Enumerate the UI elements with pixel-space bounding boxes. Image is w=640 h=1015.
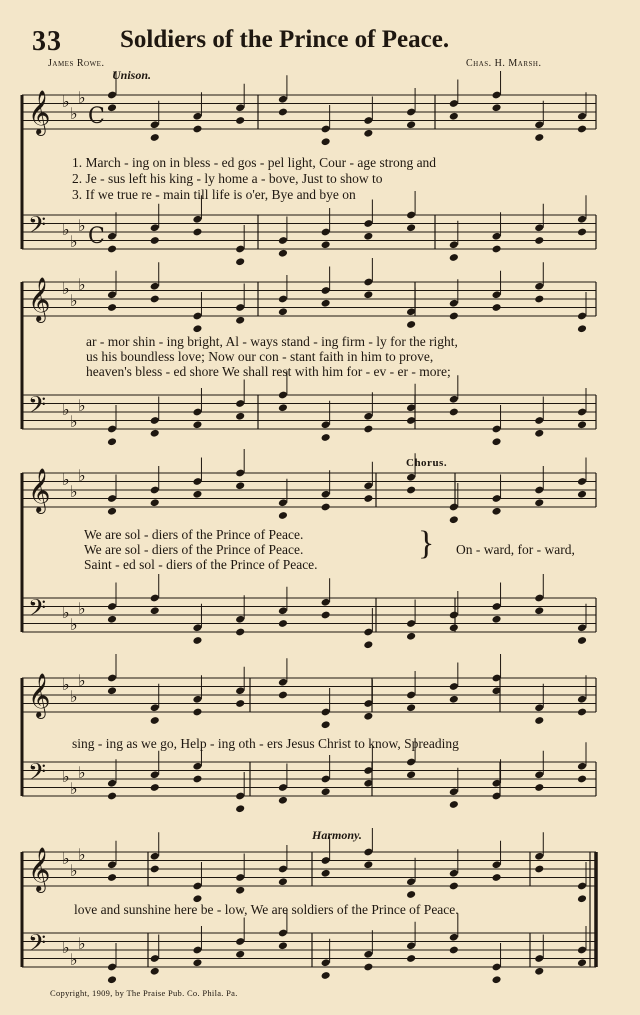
note-head	[321, 720, 331, 729]
note-head	[449, 800, 459, 809]
verse3-line1: 3. If we true re - main till life is o'er, Bye and bye on	[72, 187, 356, 202]
verse-bracket: }	[418, 525, 435, 562]
note-head	[363, 640, 373, 649]
chorus-line5: love and sunshine here be - low, We are soldiers of the Prince of Peace.	[74, 902, 459, 917]
flat-icon: ♭	[78, 275, 86, 294]
note-head	[577, 708, 587, 717]
note-head	[107, 615, 117, 624]
flat-icon: ♭	[70, 291, 78, 310]
treble-clef-icon: 𝄞	[28, 90, 51, 134]
note-head	[278, 796, 288, 805]
unison-marking: Unison.	[112, 68, 152, 82]
note-head	[192, 125, 202, 134]
flat-icon: ♭	[70, 104, 78, 123]
note-head	[235, 699, 245, 708]
treble-clef-icon: 𝄞	[28, 277, 51, 321]
note-head	[449, 882, 459, 891]
flat-icon: ♭	[62, 767, 70, 786]
flat-icon: ♭	[78, 671, 86, 690]
chorus-refrain: On - ward, for - ward,	[456, 542, 575, 557]
flat-icon: ♭	[70, 412, 78, 431]
note-head	[150, 783, 160, 792]
flat-icon: ♭	[70, 861, 78, 880]
note-head	[492, 303, 502, 312]
note-head	[577, 228, 587, 237]
note-head	[492, 245, 502, 254]
flat-icon: ♭	[78, 845, 86, 864]
note-head	[235, 116, 245, 125]
note-head	[192, 490, 202, 499]
flat-icon: ♭	[78, 88, 86, 107]
verse2-line3: We are sol - diers of the Prince of Peace.	[84, 542, 304, 557]
common-time-icon: C	[88, 104, 105, 129]
note-head	[278, 941, 288, 950]
note-head	[449, 312, 459, 321]
note-head	[406, 120, 416, 129]
note-head	[363, 425, 373, 434]
flat-icon: ♭	[78, 599, 86, 618]
flat-icon: ♭	[78, 466, 86, 485]
flat-icon: ♭	[70, 232, 78, 251]
bass-clef-icon: 𝄢	[28, 929, 47, 962]
note-head	[449, 253, 459, 262]
note-head	[534, 967, 544, 976]
flat-icon: ♭	[70, 779, 78, 798]
note-head	[577, 958, 587, 967]
note-head	[406, 223, 416, 232]
chorus-marking: Chorus.	[406, 457, 448, 469]
note-head	[406, 890, 416, 899]
note-head	[321, 787, 331, 796]
note-head	[534, 429, 544, 438]
note-head	[492, 975, 502, 984]
note-head	[235, 481, 245, 490]
note-head	[150, 865, 160, 874]
note-head	[235, 950, 245, 959]
hymn-number: 33	[32, 26, 62, 57]
bass-clef-icon: 𝄢	[28, 594, 47, 627]
note-head	[577, 420, 587, 429]
note-head	[363, 129, 373, 138]
note-head	[321, 240, 331, 249]
verse1-line1: 1. March - ing on in bless - ed gos - pel light, Cour - age strong and	[72, 155, 437, 170]
flat-icon: ♭	[62, 675, 70, 694]
note-head	[278, 877, 288, 886]
flat-icon: ♭	[70, 687, 78, 706]
note-head	[107, 507, 117, 516]
note-head	[235, 316, 245, 325]
note-head	[577, 775, 587, 784]
note-head	[406, 954, 416, 963]
note-head	[107, 437, 117, 446]
flat-icon: ♭	[78, 934, 86, 953]
verse3-line3: Saint - ed sol - diers of the Prince of Peace.	[84, 557, 318, 572]
flat-icon: ♭	[62, 470, 70, 489]
note-head	[150, 236, 160, 245]
note-head	[406, 770, 416, 779]
note-head	[107, 303, 117, 312]
note-head	[278, 249, 288, 258]
note-head	[150, 295, 160, 304]
note-head	[577, 324, 587, 333]
note-head	[235, 804, 245, 813]
note-head	[577, 894, 587, 903]
note-head	[192, 775, 202, 784]
note-head	[363, 494, 373, 503]
copyright-notice: Copyright, 1909, by The Praise Pub. Co. Phila. Pa.	[50, 988, 238, 998]
note-head	[321, 971, 331, 980]
note-head	[278, 511, 288, 520]
flat-icon: ♭	[70, 482, 78, 501]
note-head	[449, 946, 459, 955]
note-head	[363, 232, 373, 241]
note-head	[192, 958, 202, 967]
note-head	[363, 712, 373, 721]
verse1-line2: ar - mor shin - ing bright, Al - ways stand - ing firm - ly for the right,	[86, 334, 458, 349]
note-head	[321, 137, 331, 146]
note-head	[321, 503, 331, 512]
flat-icon: ♭	[70, 615, 78, 634]
note-head	[492, 873, 502, 882]
note-head	[449, 112, 459, 121]
note-head	[577, 125, 587, 134]
treble-clef-icon: 𝄞	[28, 673, 51, 717]
bass-clef-icon: 𝄢	[28, 211, 47, 244]
note-head	[449, 623, 459, 632]
note-head	[534, 783, 544, 792]
harmony-marking: Harmony.	[312, 828, 362, 842]
hymn-title: Soldiers of the Prince of Peace.	[120, 26, 450, 53]
note-head	[363, 963, 373, 972]
note-head	[235, 257, 245, 266]
note-head	[534, 498, 544, 507]
note-head	[107, 975, 117, 984]
note-head	[492, 507, 502, 516]
note-head	[278, 403, 288, 412]
note-head	[150, 429, 160, 438]
note-head	[107, 103, 117, 112]
note-head	[492, 437, 502, 446]
treble-clef-icon: 𝄞	[28, 468, 51, 512]
flat-icon: ♭	[78, 396, 86, 415]
flat-icon: ♭	[70, 950, 78, 969]
note-head	[107, 245, 117, 254]
note-head	[235, 886, 245, 895]
flat-icon: ♭	[62, 603, 70, 622]
note-head	[192, 324, 202, 333]
note-head	[235, 412, 245, 421]
note-head	[150, 716, 160, 725]
flat-icon: ♭	[62, 279, 70, 298]
note-head	[492, 103, 502, 112]
note-head	[150, 133, 160, 142]
note-head	[192, 228, 202, 237]
note-head	[107, 686, 117, 695]
note-head	[534, 606, 544, 615]
common-time-icon: C	[88, 224, 105, 249]
note-head	[321, 869, 331, 878]
flat-icon: ♭	[62, 220, 70, 239]
note-head	[449, 695, 459, 704]
note-head	[534, 716, 544, 725]
note-head	[449, 408, 459, 417]
note-head	[577, 636, 587, 645]
note-head	[492, 615, 502, 624]
note-head	[278, 619, 288, 628]
flat-icon: ♭	[78, 216, 86, 235]
note-head	[534, 236, 544, 245]
note-head	[150, 967, 160, 976]
note-head	[321, 433, 331, 442]
note-head	[192, 420, 202, 429]
note-head	[278, 108, 288, 117]
note-head	[321, 299, 331, 308]
note-head	[449, 515, 459, 524]
note-head	[107, 792, 117, 801]
note-head	[278, 307, 288, 316]
note-head	[534, 295, 544, 304]
verse1-line3: We are sol - diers of the Prince of Peace.	[84, 527, 304, 542]
note-head	[192, 708, 202, 717]
flat-icon: ♭	[62, 400, 70, 419]
note-head	[363, 290, 373, 299]
verse3-line2: heaven's bless - ed shore We shall rest with him for - ev - er - more;	[86, 364, 451, 379]
note-head	[534, 133, 544, 142]
chorus-line4: sing - ing as we go, Help - ing oth - ers Jesus Christ to know, Spreading	[72, 736, 459, 751]
note-head	[406, 486, 416, 495]
verse2-line1: 2. Je - sus left his king - ly home a - bove, Just to show to	[72, 171, 383, 186]
note-head	[406, 632, 416, 641]
note-head	[363, 860, 373, 869]
note-head	[577, 490, 587, 499]
flat-icon: ♭	[62, 849, 70, 868]
note-head	[150, 606, 160, 615]
verse2-line2: us his boundless love; Now our con - stant faith in him to prove,	[86, 349, 434, 364]
note-head	[235, 628, 245, 637]
note-head	[406, 320, 416, 329]
lyricist-credit: James Rowe.	[48, 58, 105, 69]
note-head	[534, 865, 544, 874]
bass-clef-icon: 𝄢	[28, 391, 47, 424]
note-head	[321, 611, 331, 620]
note-head	[150, 498, 160, 507]
flat-icon: ♭	[62, 92, 70, 111]
note-head	[192, 636, 202, 645]
note-head	[278, 691, 288, 700]
bass-clef-icon: 𝄢	[28, 758, 47, 791]
flat-icon: ♭	[62, 938, 70, 957]
composer-credit: Chas. H. Marsh.	[466, 58, 542, 69]
note-head	[107, 873, 117, 882]
note-head	[406, 703, 416, 712]
flat-icon: ♭	[78, 763, 86, 782]
treble-clef-icon: 𝄞	[28, 847, 51, 891]
